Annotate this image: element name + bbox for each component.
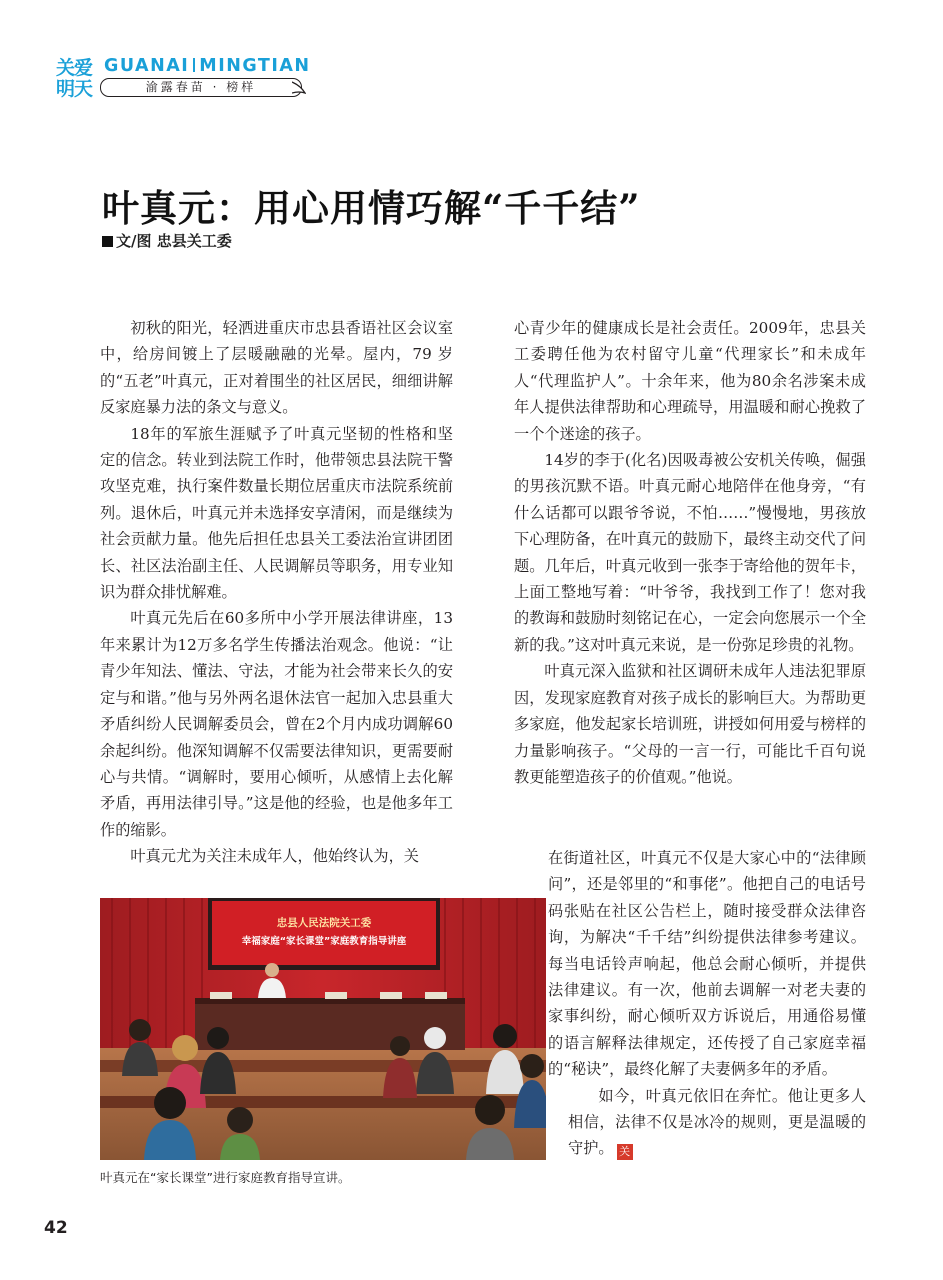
paragraph: 叶真元深入监狱和社区调研未成年人违法犯罪原因，发现家庭教育对孩子成长的影响巨大。为帮助更多家庭，他发起家长培训班，讲授如何用爱与榜样的力量影响孩子。“父母的一言一行，可能比千百句说教更能塑造孩子的价值观。”他说。 xyxy=(514,662,866,786)
section-label: 渝露春苗 · 榜样 xyxy=(100,78,302,97)
article-title: 叶真元：用心用情巧解“千千结” xyxy=(102,186,641,230)
paragraph: 初秋的阳光，轻洒进重庆市忠县香语社区会议室中，给房间镀上了层暖融融的光晕。屋内，79 岁的“五老”叶真元，正对着围坐的社区居民，细细讲解反家庭暴力法的条文与意义。 xyxy=(100,319,453,417)
paragraph: 在街道社区，叶真元不仅是大家心中的“法律顾问”，还是邻里的“和事佬”。他把自己的电话号码张贴在社区公告栏上，随时接受群众法律咨询，为解决“千千结”纠纷提供法律参考建议。每当电话铃声响起，他总会耐心倾听，并提供法律建议。有一次，他前去调解一对老夫妻的家事纠纷，耐心倾听双方诉说后，用通俗易懂的语言解释法律规定，还传授了自己家庭幸福的“秘诀”，最终化解了夫妻俩多年的矛盾。 xyxy=(548,849,866,1079)
photo-banner-line1: 忠县人民法院关工委 xyxy=(276,917,372,929)
end-mark-icon: 关 xyxy=(617,1144,633,1160)
speech-tail-icon xyxy=(292,80,306,94)
photo-banner-line2: 幸福家庭“家长课堂”家庭教育指导讲座 xyxy=(241,936,407,947)
logo-chinese: 关爱明天 xyxy=(56,57,93,100)
paragraph: 14岁的李于(化名)因吸毒被公安机关传唤，倔强的男孩沉默不语。叶真元耐心地陪伴在他身旁，“有什么话都可以跟爷爷说，不怕……”慢慢地，男孩放下心理防备，在叶真元的鼓励下，最终主动交代了问题。几年后，叶真元收到一张李于寄给他的贺年卡，上面工整地写着：“叶爷爷，我找到工作了！您对我的教诲和鼓励时刻铭记在心，一定会向您展示一个全新的我。”这对叶真元来说，是一份弥足珍贵的礼物。 xyxy=(514,451,866,654)
logo-english xyxy=(104,56,311,76)
paragraph xyxy=(568,1083,866,1162)
paragraph-text: 如今，叶真元依旧在奔忙。他让更多人相信，法律不仅是冰冷的规则，更是温暖的守护。 xyxy=(568,1086,866,1158)
paragraph: 心青少年的健康成长是社会责任。2009年，忠县关工委聘任他为农村留守儿童“代理家长”和未成年人“代理监护人”。十余年来，他为80余名涉案未成年人提供法律帮助和心理疏导，用温暖和耐心挽救了一个个迷途的孩子。 xyxy=(514,319,866,443)
body-column-right xyxy=(514,315,866,790)
page-number: 42 xyxy=(44,1218,68,1238)
photo-caption: 叶真元在“家长课堂”进行家庭教育指导宣讲。 xyxy=(100,1170,351,1185)
lecture-photo xyxy=(100,898,546,1160)
body-column-left xyxy=(100,315,453,870)
byline-text: 文/图 忠县关工委 xyxy=(116,232,232,250)
logo-separator xyxy=(193,58,195,72)
logo-english-left: GUANAI xyxy=(104,56,190,76)
byline xyxy=(102,230,232,251)
paragraph: 18年的军旅生涯赋予了叶真元坚韧的性格和坚定的信念。转业到法院工作时，他带领忠县法院干警攻坚克难，执行案件数量长期位居重庆市法院系统前列。退休后，叶真元并未选择安享清闲，而是继续为社会贡献力量。他先后担任忠县关工委法治宣讲团团长、社区法治副主任、人民调解员等职务，用专业知识为群众排忧解难。 xyxy=(100,424,453,602)
paragraph: 叶真元先后在60多所中小学开展法律讲座，13年来累计为12万多名学生传播法治观念。他说：“让青少年知法、懂法、守法，才能为社会带来长久的安定与和谐。”他与另外两名退休法官一起加入忠县重大矛盾纠纷人民调解委员会，曾在2个月内成功调解60余起纠纷。他深知调解不仅需要法律知识，更需要耐心与共情。“调解时，要用心倾听，从感情上去化解矛盾，再用法律引导。”这是他的经验，也是他多年工作的缩影。 xyxy=(100,609,453,839)
logo-english-right: MINGTIAN xyxy=(199,56,311,76)
byline-square-icon xyxy=(102,236,113,247)
body-column-right-lower xyxy=(548,845,866,1162)
paragraph: 叶真元尤为关注未成年人，他始终认为，关 xyxy=(130,847,419,866)
